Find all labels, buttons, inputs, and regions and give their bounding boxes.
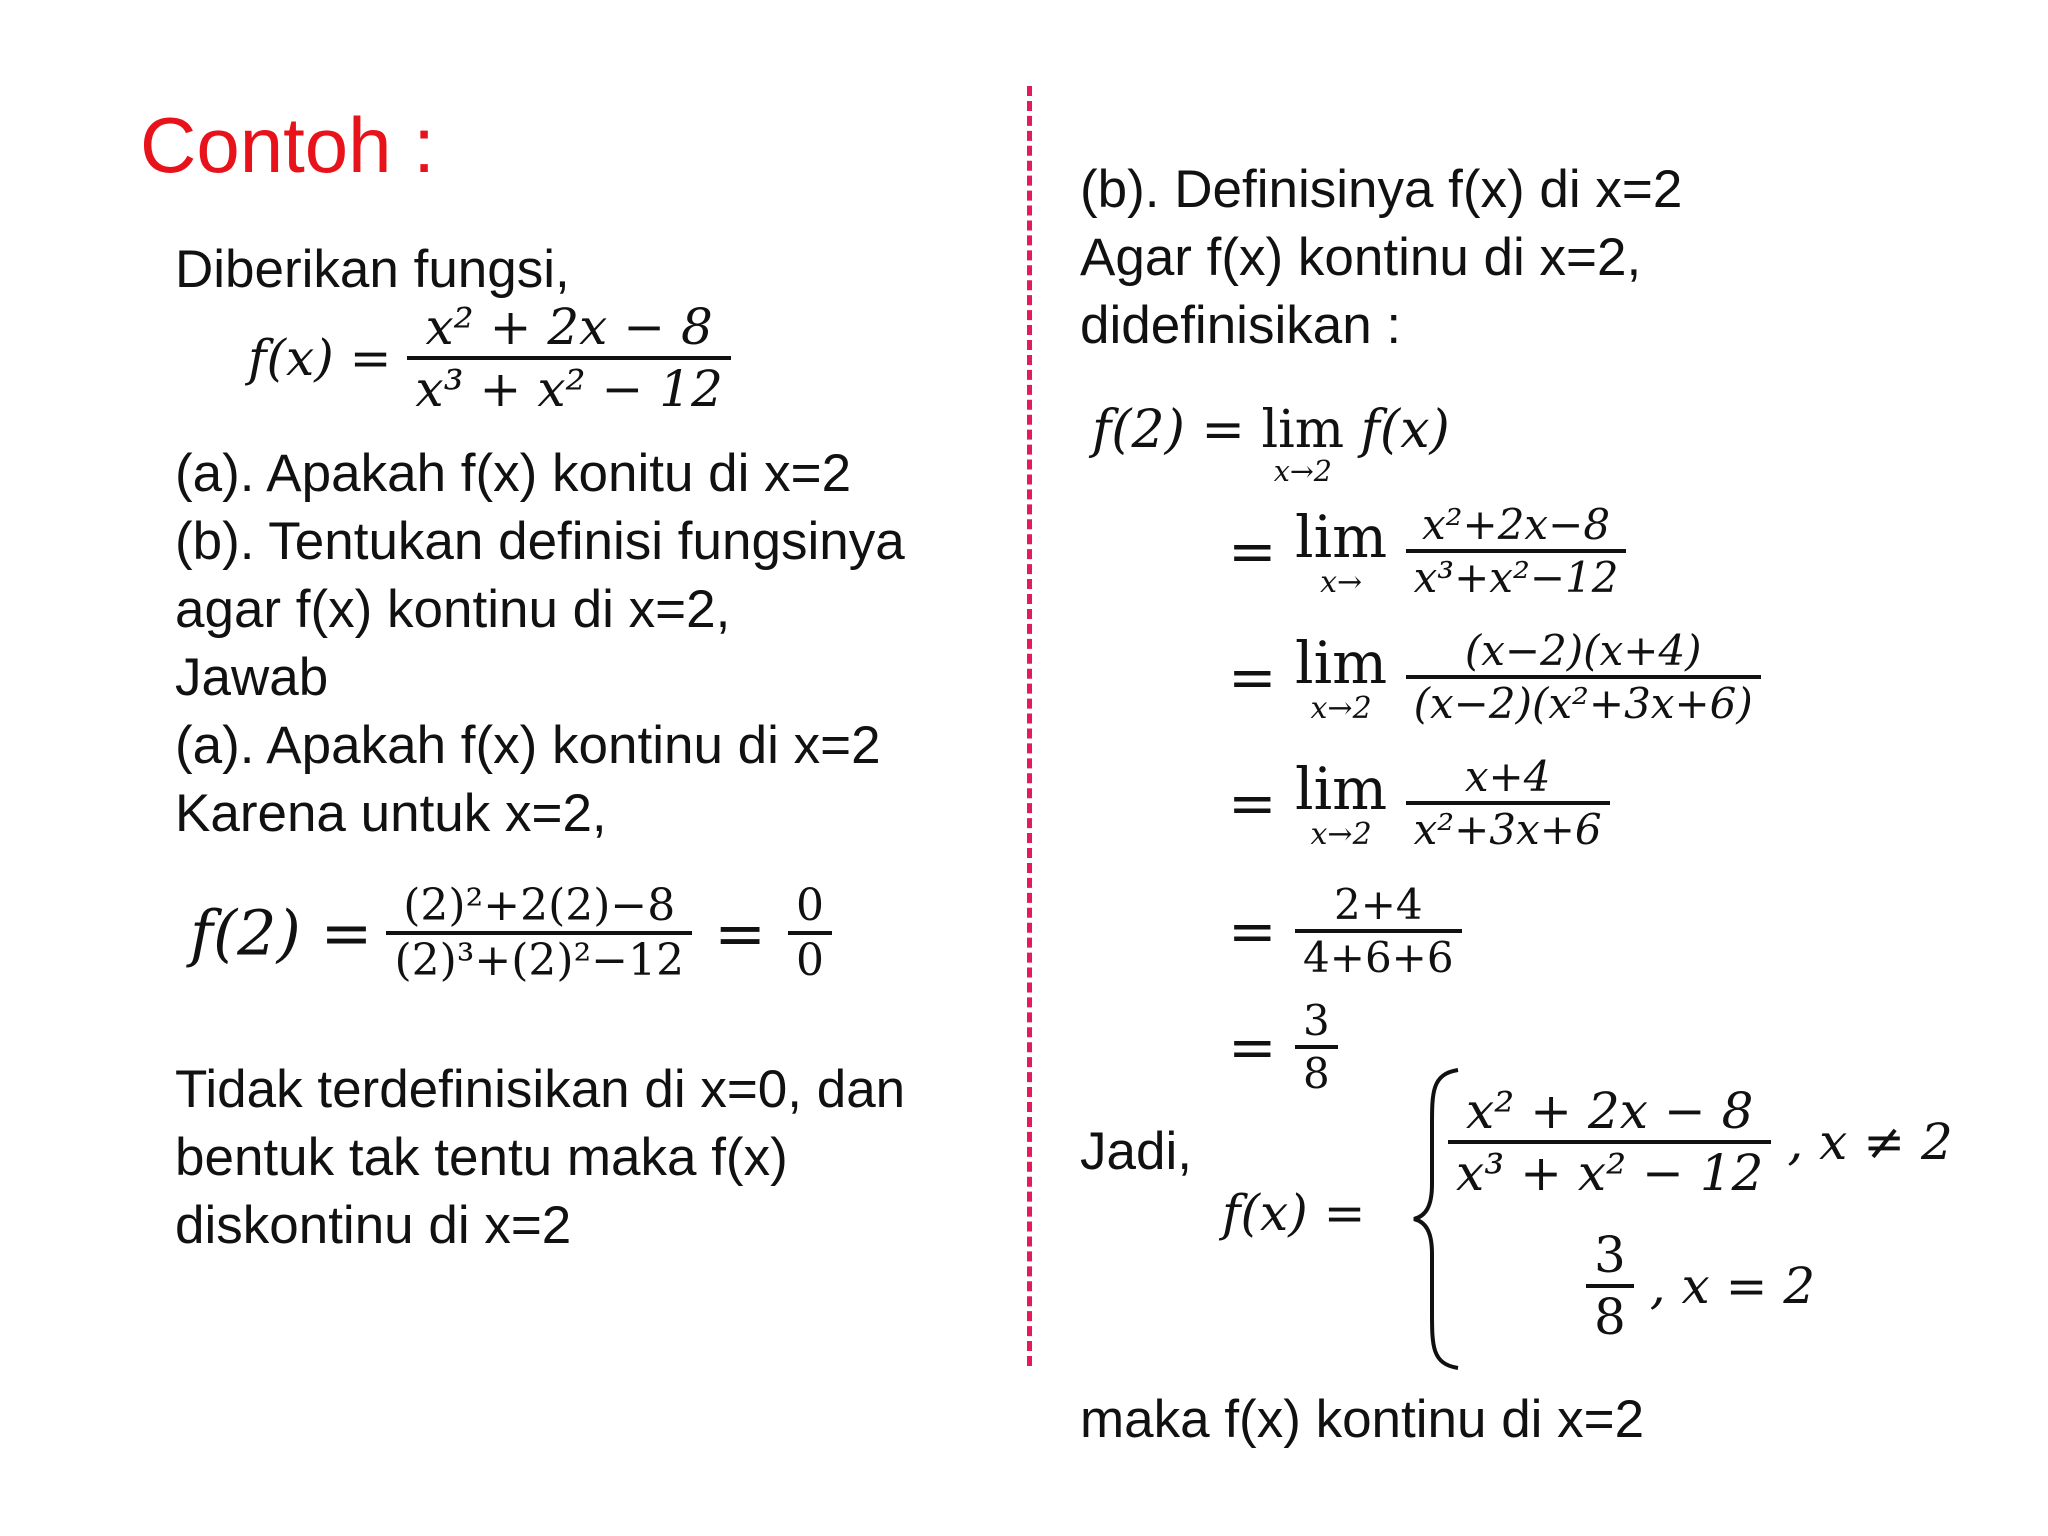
f2-lhs: f(2) = bbox=[190, 896, 373, 970]
conclusion-line1: Tidak terdefinisikan di x=0, dan bbox=[175, 1060, 906, 1119]
step-1 bbox=[1092, 400, 1450, 488]
step6-denominator: 8 bbox=[1303, 1049, 1330, 1098]
step3-denominator: (x−2)(x²+3x+6) bbox=[1413, 679, 1753, 728]
piecewise-case-1 bbox=[1448, 1082, 1953, 1202]
lim-subscript: x→2 bbox=[1273, 454, 1332, 488]
step4-fraction bbox=[1406, 752, 1610, 854]
step5-numerator: 2+4 bbox=[1334, 880, 1423, 929]
jadi-label: Jadi, bbox=[1080, 1122, 1192, 1181]
step-3 bbox=[1228, 626, 1761, 728]
case2-condition: , x = 2 bbox=[1649, 1257, 1816, 1315]
jawab-label: Jawab bbox=[175, 648, 329, 707]
fx-fraction bbox=[407, 298, 730, 418]
step1-rhs: f(x) bbox=[1360, 400, 1450, 460]
zero-numerator: 0 bbox=[796, 880, 825, 931]
step3-numerator: (x−2)(x+4) bbox=[1464, 626, 1702, 675]
conclusion-line2: bentuk tak tentu maka f(x) bbox=[175, 1128, 788, 1187]
step4-numerator: x+4 bbox=[1464, 752, 1551, 801]
lim-word: lim bbox=[1295, 502, 1388, 571]
step-4 bbox=[1228, 752, 1610, 854]
fx-denominator: x³ + x² − 12 bbox=[415, 360, 723, 418]
answer-a-heading: (a). Apakah f(x) kontinu di x=2 bbox=[175, 716, 881, 775]
zero-fraction bbox=[788, 880, 832, 986]
slide-title: Contoh : bbox=[140, 101, 435, 189]
step2-numerator: x²+2x−8 bbox=[1422, 500, 1611, 549]
f2-denominator: (2)³+(2)²−12 bbox=[394, 935, 685, 986]
piecewise-lhs: f(x) = bbox=[1222, 1184, 1366, 1242]
step-5 bbox=[1228, 880, 1462, 982]
final-conclusion: maka f(x) kontinu di x=2 bbox=[1080, 1390, 1645, 1449]
lim-subscript: x→2 bbox=[1310, 816, 1372, 852]
lim-word: lim bbox=[1261, 400, 1345, 460]
step3-lim bbox=[1295, 629, 1387, 726]
step4-lim bbox=[1295, 755, 1387, 852]
step5-denominator: 4+6+6 bbox=[1303, 933, 1454, 982]
case2-fraction bbox=[1586, 1226, 1634, 1346]
equals-sign: = bbox=[714, 896, 767, 970]
step4-denominator: x²+3x+6 bbox=[1413, 805, 1602, 854]
case1-fraction bbox=[1448, 1082, 1771, 1202]
case1-denominator: x³ + x² − 12 bbox=[1456, 1144, 1764, 1202]
karena-text: Karena untuk x=2, bbox=[175, 784, 607, 843]
intro-text: Diberikan fungsi, bbox=[175, 240, 570, 299]
column-divider bbox=[1027, 86, 1032, 1366]
equals-sign: = bbox=[1228, 769, 1277, 837]
step-2 bbox=[1228, 500, 1626, 602]
step2-denominator: x³+x²−12 bbox=[1413, 553, 1619, 602]
step2-lim bbox=[1295, 503, 1387, 600]
fx-numerator: x² + 2x − 8 bbox=[425, 298, 713, 356]
case1-condition: , x ≠ 2 bbox=[1787, 1113, 1953, 1171]
step2-fraction bbox=[1406, 500, 1627, 602]
question-a: (a). Apakah f(x) konitu di x=2 bbox=[175, 444, 852, 503]
answer-b-heading: (b). Definisinya f(x) di x=2 bbox=[1080, 160, 1683, 219]
equals-sign: = bbox=[1228, 517, 1277, 585]
f2-evaluation bbox=[190, 880, 832, 986]
step5-fraction bbox=[1295, 880, 1462, 982]
piecewise-case-2 bbox=[1586, 1226, 1815, 1346]
didefinisikan-text: didefinisikan : bbox=[1080, 296, 1402, 355]
step1-lhs: f(2) = bbox=[1092, 400, 1246, 460]
step6-numerator: 3 bbox=[1303, 996, 1330, 1045]
question-b-line1: (b). Tentukan definisi fungsinya bbox=[175, 512, 905, 571]
equals-sign: = bbox=[1228, 1013, 1277, 1081]
lim-word: lim bbox=[1295, 754, 1388, 823]
conclusion-line3: diskontinu di x=2 bbox=[175, 1196, 572, 1255]
lim-subscript: x→2 bbox=[1310, 690, 1372, 726]
case2-numerator: 3 bbox=[1594, 1226, 1626, 1284]
question-b-line2: agar f(x) kontinu di x=2, bbox=[175, 580, 731, 639]
step6-fraction bbox=[1295, 996, 1338, 1098]
fx-lhs: f(x) = bbox=[248, 329, 392, 387]
f2-fraction bbox=[386, 880, 692, 986]
f2-numerator: (2)²+2(2)−8 bbox=[403, 880, 676, 931]
agar-text: Agar f(x) kontinu di x=2, bbox=[1080, 228, 1642, 287]
step1-lim bbox=[1262, 400, 1345, 488]
function-definition bbox=[248, 298, 731, 418]
lim-subscript: x→ bbox=[1320, 564, 1363, 600]
zero-denominator: 0 bbox=[796, 935, 825, 986]
case2-denominator: 8 bbox=[1594, 1288, 1626, 1346]
case1-numerator: x² + 2x − 8 bbox=[1466, 1082, 1754, 1140]
equals-sign: = bbox=[1228, 643, 1277, 711]
step-6 bbox=[1228, 996, 1338, 1098]
equals-sign: = bbox=[1228, 897, 1277, 965]
step3-fraction bbox=[1406, 626, 1761, 728]
lim-word: lim bbox=[1295, 628, 1388, 697]
